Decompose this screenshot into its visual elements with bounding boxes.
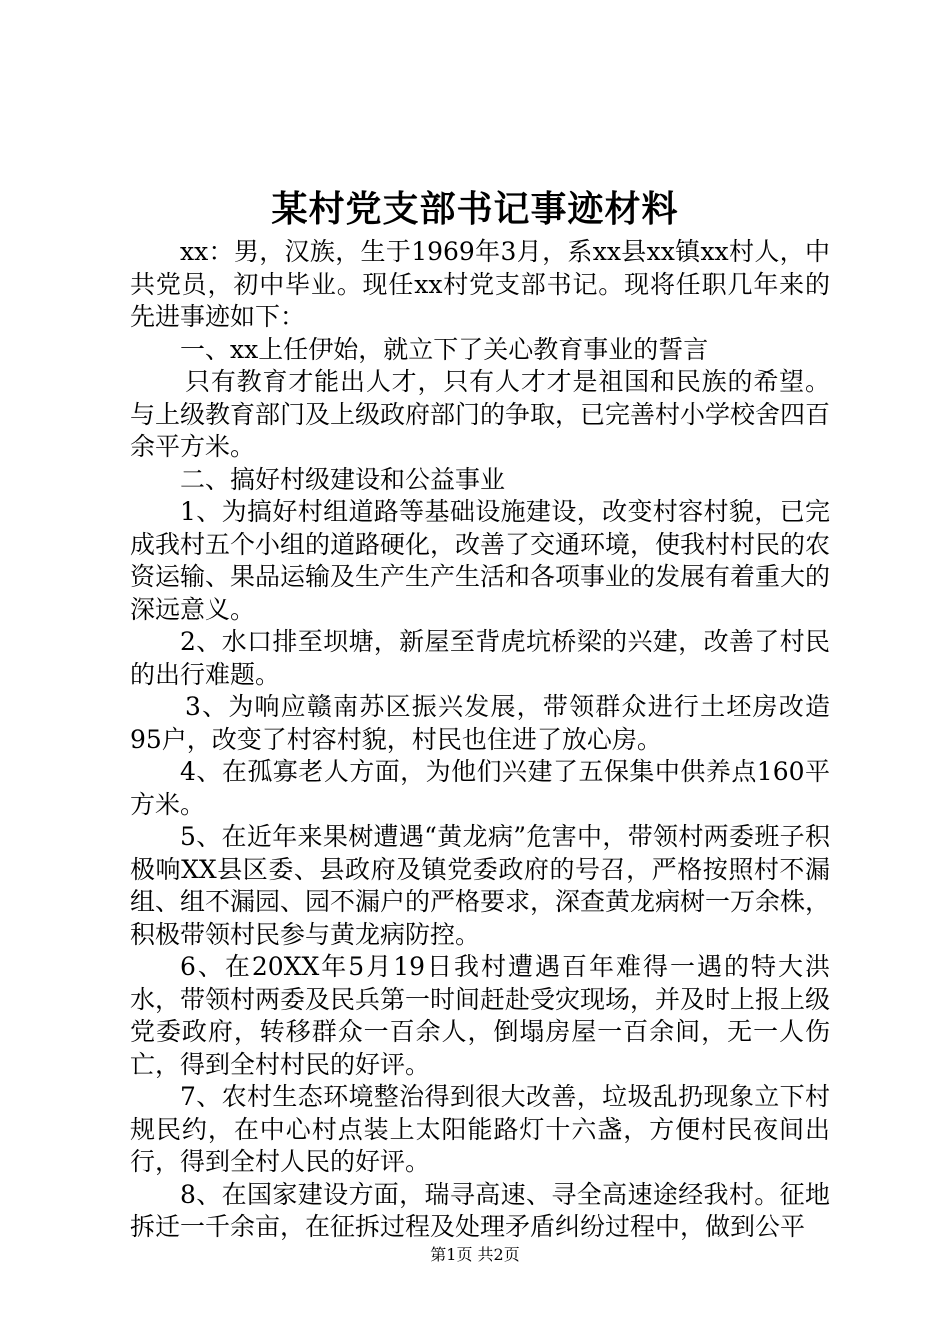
- heading-section-2: 二、搞好村级建设和公益事业: [180, 464, 506, 494]
- paragraph-item-1: 1、为搞好村组道路等基础设施建设，改变村容村貌，已完成我村五个小组的道路硬化，改善了交通环境，使我村村民的农资运输、果品运输及生产生产生活和各项事业的发展有着重大的深远意义。: [130, 497, 831, 624]
- document-title: 某村党支部书记事迹材料: [271, 188, 679, 230]
- paragraph-education: 只有教育才能出人才，只有人才才是祖国和民族的希望。与上级教育部门及上级政府部门的争取，已完善村小学校舍四百余平方米。: [130, 367, 831, 461]
- paragraph-intro: xx：男，汉族，生于1969年3月，系xx县xx镇xx村人，中共党员，初中毕业。现任xx村党支部书记。现将任职几年来的先进事迹如下：: [130, 237, 830, 331]
- document-body: [130, 236, 830, 1244]
- paragraph-item-4: 4、在孤寡老人方面，为他们兴建了五保集中供养点160平方米。: [130, 757, 830, 819]
- paragraph-item-3: 3、为响应赣南苏区振兴发展，带领群众进行土坯房改造95户，改变了村容村貌，村民也住进了放心房。: [130, 692, 830, 754]
- page-number: 第1页 共2页: [430, 1245, 520, 1264]
- paragraph-item-7: 7、农村生态环境整治得到很大改善，垃圾乱扔现象立下村规民约，在中心村点装上太阳能路灯十六盏，方便村民夜间出行，得到全村人民的好评。: [130, 1082, 830, 1176]
- paragraph-item-5: 5、在近年来果树遭遇“黄龙病”危害中，带领村两委班子积极响XX县区委、县政府及镇党委政府的号召，严格按照村不漏组、组不漏园、园不漏户的严格要求，深查黄龙病树一万余株，积极带领村民参与黄龙病防控。: [130, 822, 831, 949]
- paragraph-item-2: 2、水口排至坝塘，新屋至背虎坑桥梁的兴建，改善了村民的出行难题。: [130, 627, 830, 689]
- paragraph-item-6: 6、在20XX年5月19日我村遭遇百年难得一遇的特大洪水，带领村两委及民兵第一时间赶赴受灾现场，并及时上报上级党委政府，转移群众一百余人，倒塌房屋一百余间，无一人伤亡，得到全村村民的好评。: [130, 952, 831, 1079]
- heading-section-1: 一、xx上任伊始，就立下了关心教育事业的誓言: [180, 334, 709, 364]
- paragraph-item-8: 8、在国家建设方面，瑞寻高速、寻全高速途经我村。征地拆迁一千余亩，在征拆过程及处理矛盾纠纷过程中，做到公平: [130, 1179, 830, 1241]
